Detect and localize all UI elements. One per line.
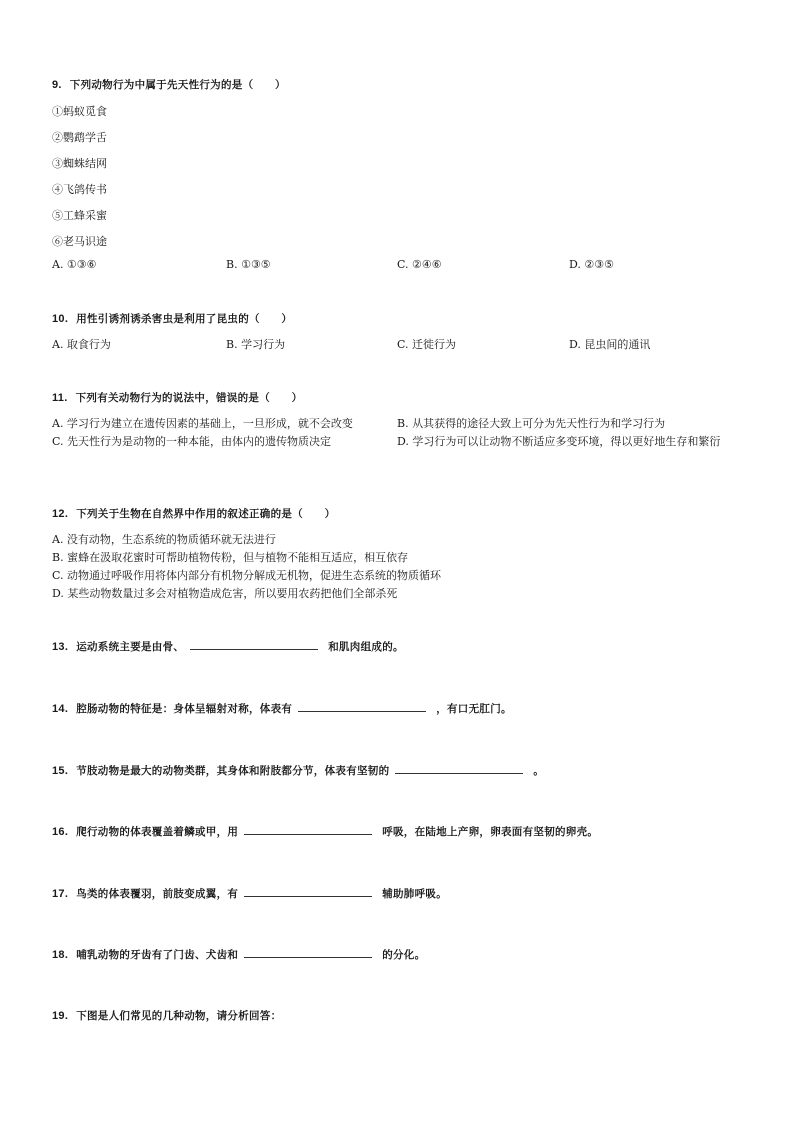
- q9-option-b[interactable]: B. ①③⑤: [226, 258, 271, 271]
- q12-option-d[interactable]: D. 某些动物数量过多会对植物造成危害，所以要用农药把他们全部杀死: [52, 587, 398, 600]
- q9-item-5: ⑤工蜂采蜜: [52, 209, 107, 222]
- question-11-title: 11. 下列有关动物行为的说法中，错误的是（ ）: [52, 392, 303, 404]
- question-9-title: 9. 下列动物行为中属于先天性行为的是（ ）: [52, 79, 286, 91]
- q13-answer-blank[interactable]: [190, 639, 318, 650]
- q17-answer-blank[interactable]: [244, 886, 372, 897]
- question-14: 14. 腔肠动物的特征是：身体呈辐射对称，体表有 ，有口无肛门。: [52, 703, 512, 715]
- q16-answer-blank[interactable]: [244, 824, 372, 835]
- q12-option-a[interactable]: A. 没有动物，生态系统的物质循环就无法进行: [52, 533, 276, 546]
- q10-option-b[interactable]: B. 学习行为: [226, 338, 286, 351]
- q9-option-d[interactable]: D. ②③⑤: [569, 258, 615, 271]
- q18-answer-blank[interactable]: [244, 947, 372, 958]
- question-12-title: 12. 下列关于生物在自然界中作用的叙述正确的是（ ）: [52, 508, 336, 520]
- q10-option-d[interactable]: D. 昆虫间的通讯: [569, 338, 651, 351]
- q11-option-b[interactable]: B. 从其获得的途径大致上可分为先天性行为和学习行为: [397, 417, 666, 430]
- q10-option-a[interactable]: A. 取食行为: [52, 338, 111, 351]
- q9-item-3: ③蜘蛛结网: [52, 157, 107, 170]
- question-17: 17. 鸟类的体表覆羽，前肢变成翼，有 辅助肺呼吸。: [52, 888, 448, 900]
- q15-answer-blank[interactable]: [395, 763, 523, 774]
- q11-option-d[interactable]: D. 学习行为可以让动物不断适应多变环境，得以更好地生存和繁衍: [397, 435, 721, 448]
- question-15: 15. 节肢动物是最大的动物类群，其身体和附肢都分节，体表有坚韧的 。: [52, 765, 545, 777]
- q9-item-4: ④飞鸽传书: [52, 183, 107, 196]
- q9-option-a[interactable]: A. ①③⑥: [52, 258, 97, 271]
- q12-option-b[interactable]: B. 蜜蜂在汲取花蜜时可帮助植物传粉，但与植物不能相互适应，相互依存: [52, 551, 409, 564]
- q12-option-c[interactable]: C. 动物通过呼吸作用将体内部分有机物分解成无机物，促进生态系统的物质循环: [52, 569, 442, 582]
- question-16: 16. 爬行动物的体表覆盖着鳞或甲，用 呼吸，在陆地上产卵，卵表面有坚韧的卵壳。: [52, 826, 599, 838]
- q9-item-6: ⑥老马识途: [52, 235, 107, 248]
- question-18: 18. 哺乳动物的牙齿有了门齿、犬齿和 的分化。: [52, 949, 426, 961]
- q9-item-2: ②鹦鹉学舌: [52, 131, 107, 144]
- q11-option-a[interactable]: A. 学习行为建立在遗传因素的基础上，一旦形成，就不会改变: [52, 417, 353, 430]
- q9-option-c[interactable]: C. ②④⑥: [397, 258, 442, 271]
- question-19-title: 19. 下图是人们常见的几种动物，请分析回答：: [52, 1010, 282, 1022]
- question-10-title: 10. 用性引诱剂诱杀害虫是利用了昆虫的（ ）: [52, 313, 293, 325]
- question-13: 13. 运动系统主要是由骨、 和肌肉组成的。: [52, 641, 404, 653]
- q11-option-c[interactable]: C. 先天性行为是动物的一种本能，由体内的遗传物质决定: [52, 435, 332, 448]
- q9-item-1: ①蚂蚁觅食: [52, 105, 107, 118]
- q10-option-c[interactable]: C. 迁徙行为: [397, 338, 457, 351]
- q14-answer-blank[interactable]: [298, 701, 426, 712]
